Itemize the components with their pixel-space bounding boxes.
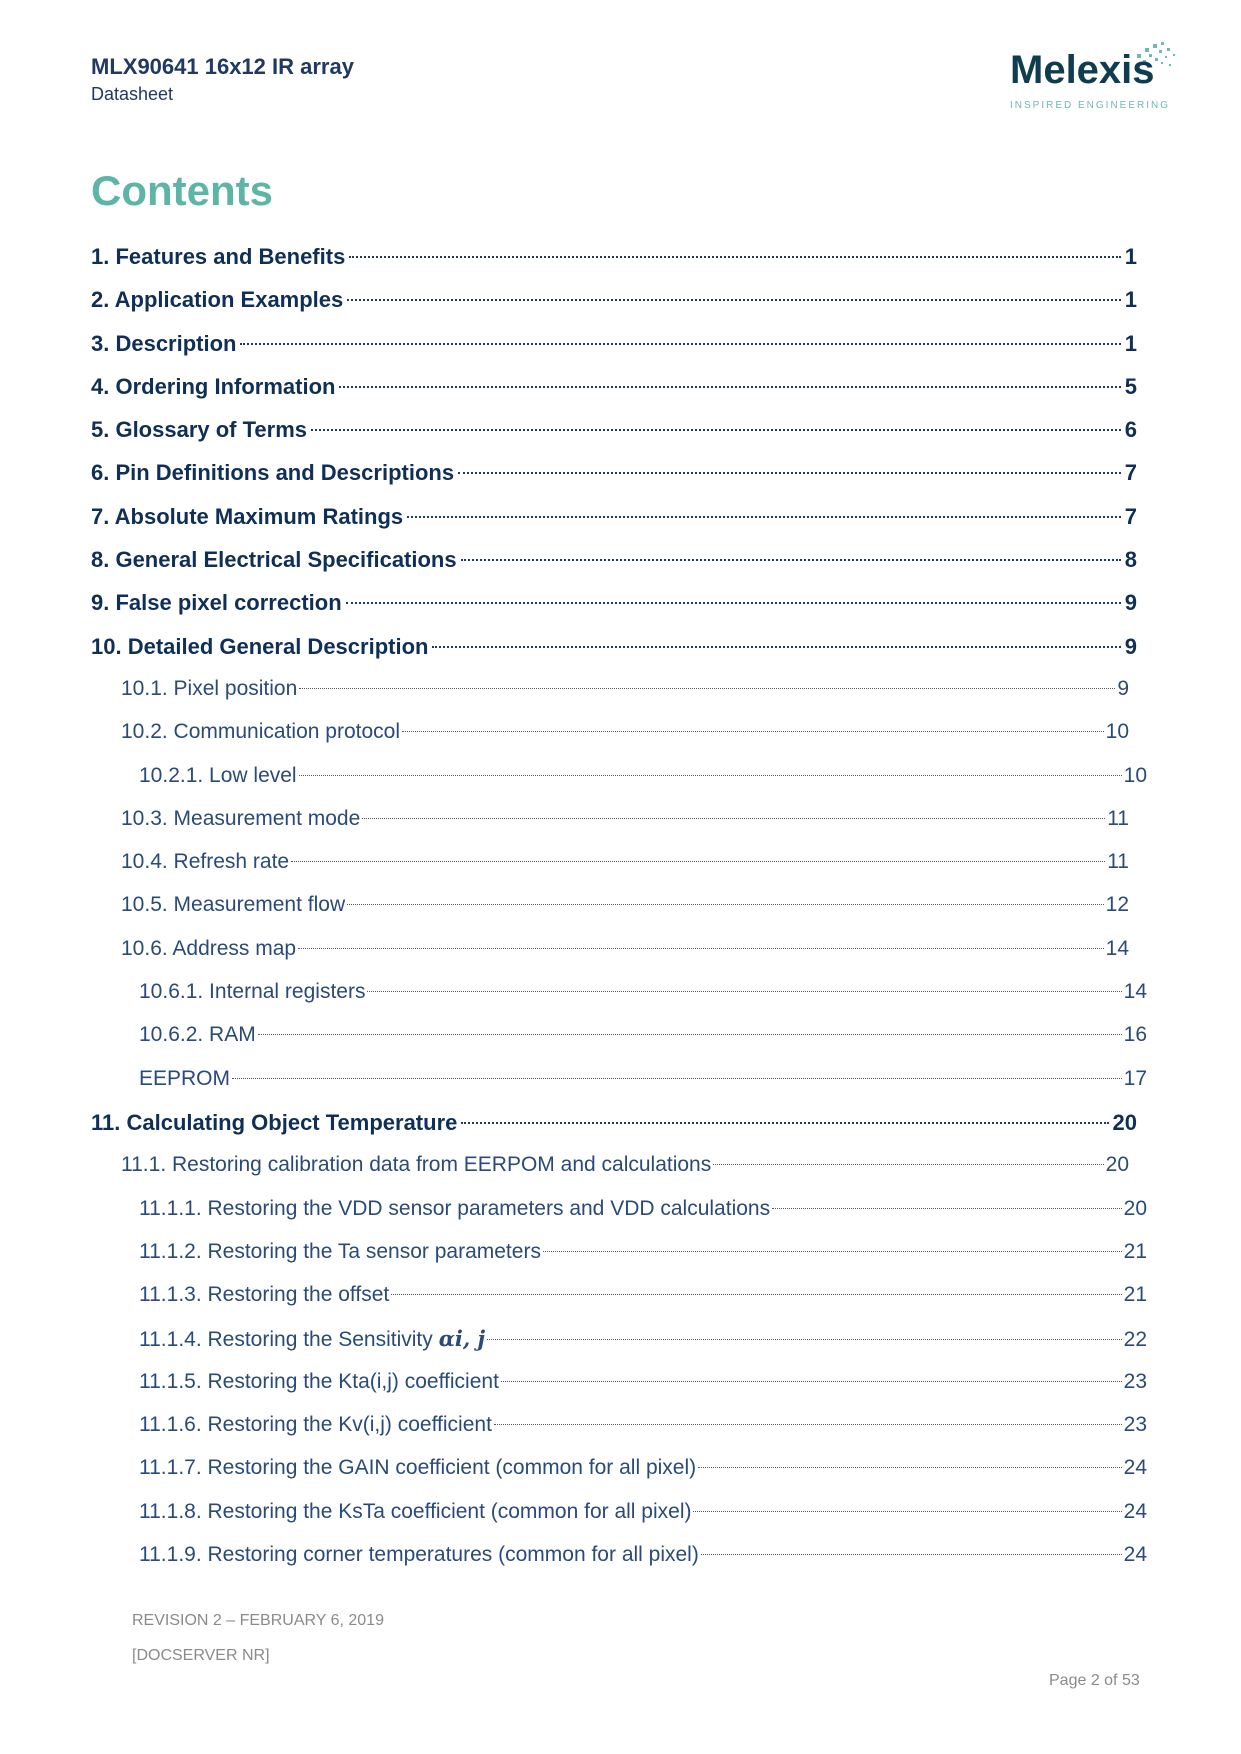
toc-entry-page: 1	[1124, 287, 1137, 313]
toc-entry[interactable]	[91, 1197, 1147, 1240]
toc-entry-label: 4. Ordering Information	[91, 373, 336, 399]
toc-entry-page: 8	[1124, 547, 1137, 573]
toc-dot-leader	[772, 1208, 1122, 1209]
toc-entry-page: 5	[1124, 373, 1137, 399]
toc-entry[interactable]	[91, 547, 1137, 590]
toc-entry[interactable]	[91, 893, 1129, 936]
toc-entry[interactable]	[91, 417, 1137, 460]
toc-entry[interactable]	[91, 1413, 1147, 1456]
toc-entry[interactable]	[91, 1153, 1129, 1196]
toc-entry[interactable]	[91, 1023, 1147, 1066]
toc-entry-page: 21	[1123, 1283, 1147, 1307]
toc-entry-label: 10.6. Address map	[121, 936, 297, 960]
contents-heading: Contents	[91, 167, 273, 214]
toc-dot-leader	[299, 688, 1115, 689]
toc-entry[interactable]	[91, 980, 1147, 1023]
toc-dot-leader	[461, 1122, 1108, 1124]
toc-entry[interactable]	[91, 807, 1129, 850]
toc-entry[interactable]	[91, 634, 1137, 677]
toc-entry[interactable]	[91, 374, 1137, 417]
toc-entry[interactable]	[91, 244, 1137, 287]
toc-dot-leader	[232, 1078, 1122, 1079]
toc-dot-leader	[258, 1034, 1122, 1035]
toc-entry-page: 24	[1123, 1499, 1147, 1523]
toc-dot-leader	[461, 559, 1121, 561]
toc-dot-leader	[298, 948, 1104, 949]
footer-page-number: Page 2 of 53	[1049, 1672, 1140, 1689]
toc-dot-leader	[349, 256, 1120, 258]
toc-entry-label: 11.1.1. Restoring the VDD sensor parameters and VDD calculations	[139, 1196, 771, 1220]
toc-dot-leader	[458, 472, 1121, 474]
toc-entry-page: 20	[1123, 1196, 1147, 1220]
toc-entry-page: 14	[1105, 936, 1129, 960]
toc-entry[interactable]	[91, 1370, 1147, 1413]
toc-entry-label: 10.1. Pixel position	[121, 676, 298, 700]
toc-entry-page: 9	[1124, 590, 1137, 616]
toc-entry-page: 11	[1107, 850, 1129, 874]
toc-entry-label: 10.6.2. RAM	[139, 1023, 256, 1047]
toc-entry-page: 9	[1117, 676, 1129, 700]
toc-entry-page: 22	[1123, 1328, 1147, 1352]
toc-entry[interactable]	[91, 1543, 1147, 1586]
toc-entry-label: 11. Calculating Object Temperature	[91, 1109, 458, 1135]
toc-entry-label: 9. False pixel correction	[91, 590, 342, 616]
toc-entry[interactable]	[91, 677, 1129, 720]
logo-tagline: INSPIRED ENGINEERING	[1010, 100, 1171, 111]
toc-entry[interactable]	[91, 1283, 1147, 1326]
toc-entry[interactable]	[91, 850, 1129, 893]
toc-entry-page: 21	[1123, 1239, 1147, 1263]
toc-entry-page: 10	[1105, 720, 1129, 744]
toc-entry-page: 14	[1123, 980, 1147, 1004]
toc-entry-page: 12	[1105, 893, 1129, 917]
toc-dot-leader	[698, 1467, 1122, 1468]
toc-entry[interactable]	[91, 1326, 1147, 1369]
table-of-contents	[91, 244, 1147, 1586]
toc-dot-leader	[346, 602, 1121, 604]
toc-entry-label: 10.2. Communication protocol	[121, 720, 400, 744]
toc-entry-label: 11.1.6. Restoring the Kv(i,j) coefficient	[139, 1413, 492, 1437]
toc-entry-label: 11.1.4. Restoring the Sensitivity	[139, 1328, 433, 1352]
toc-entry[interactable]	[91, 1067, 1147, 1110]
toc-dot-leader	[693, 1511, 1121, 1512]
footer-docserver: [DOCSERVER NR]	[132, 1647, 270, 1664]
toc-dot-leader	[347, 904, 1104, 905]
toc-dot-leader	[713, 1164, 1103, 1165]
toc-dot-leader	[501, 1381, 1122, 1382]
toc-dot-leader	[543, 1251, 1122, 1252]
toc-entry[interactable]	[91, 1240, 1147, 1283]
toc-entry-page: 10	[1123, 763, 1147, 787]
toc-dot-leader	[407, 516, 1121, 518]
toc-entry[interactable]	[91, 504, 1137, 547]
toc-entry-page: 16	[1123, 1023, 1147, 1047]
toc-entry-page: 24	[1123, 1542, 1147, 1566]
toc-dot-leader	[240, 343, 1120, 345]
toc-entry-page: 7	[1124, 503, 1137, 529]
toc-entry[interactable]	[91, 331, 1137, 374]
toc-entry-label: 10.5. Measurement flow	[121, 893, 346, 917]
toc-dot-leader	[291, 861, 1105, 862]
toc-entry-label: 3. Description	[91, 330, 237, 356]
toc-entry-page: 1	[1124, 244, 1137, 269]
toc-entry[interactable]	[91, 590, 1137, 633]
toc-entry[interactable]	[91, 1110, 1137, 1153]
toc-dot-leader	[339, 386, 1120, 388]
toc-entry-label: 11.1.8. Restoring the KsTa coefficient (common for all pixel)	[139, 1499, 692, 1523]
toc-entry-page: 20	[1112, 1109, 1137, 1135]
toc-dot-leader	[347, 299, 1120, 301]
toc-entry-label: 11.1.2. Restoring the Ta sensor parameters	[139, 1239, 541, 1263]
toc-entry[interactable]	[91, 1500, 1147, 1543]
toc-entry-label: 10.6.1. Internal registers	[139, 980, 366, 1004]
toc-dot-leader	[311, 429, 1121, 431]
toc-entry-page: 9	[1124, 633, 1137, 659]
toc-entry-label: 11.1.5. Restoring the Kta(i,j) coefficient	[139, 1369, 499, 1393]
toc-entry-label: 11.1.3. Restoring the offset	[139, 1283, 390, 1307]
toc-entry-page: 24	[1123, 1456, 1147, 1480]
toc-entry-label: 6. Pin Definitions and Descriptions	[91, 460, 455, 486]
toc-entry-label: 10. Detailed General Description	[91, 633, 429, 659]
toc-dot-leader	[362, 818, 1105, 819]
toc-dot-leader	[367, 991, 1121, 992]
toc-dot-leader	[432, 646, 1120, 648]
toc-entry[interactable]	[91, 720, 1129, 763]
toc-entry-label: EEPROM	[139, 1066, 231, 1090]
toc-entry-label: 2. Application Examples	[91, 287, 344, 313]
toc-dot-leader	[487, 1339, 1122, 1340]
toc-entry-label: 11.1.9. Restoring corner temperatures (common for all pixel)	[139, 1542, 699, 1566]
toc-entry-page: 23	[1123, 1413, 1147, 1437]
melexis-logo	[1010, 40, 1200, 115]
toc-entry[interactable]	[91, 764, 1147, 807]
toc-entry-page: 6	[1124, 417, 1137, 443]
toc-entry-label: 5. Glossary of Terms	[91, 417, 308, 443]
document-title: MLX90641 16x12 IR array	[91, 54, 354, 79]
toc-entry-label: 1. Features and Benefits	[91, 244, 346, 269]
document-subtitle: Datasheet	[91, 84, 174, 104]
toc-entry-label: 8. General Electrical Specifications	[91, 547, 457, 573]
footer-revision: REVISION 2 – FEBRUARY 6, 2019	[132, 1612, 384, 1629]
toc-entry-label: 7. Absolute Maximum Ratings	[91, 503, 404, 529]
toc-entry-label: 11.1. Restoring calibration data from EERPOM and calculations	[121, 1153, 712, 1177]
logo-wordmark: Melexis	[1010, 48, 1155, 92]
toc-dot-leader	[701, 1554, 1122, 1555]
toc-entry-math: αi, j	[438, 1326, 486, 1352]
toc-entry[interactable]	[91, 287, 1137, 330]
toc-entry-label: 10.4. Refresh rate	[121, 850, 290, 874]
toc-entry-label: 11.1.7. Restoring the GAIN coefficient (common for all pixel)	[139, 1456, 697, 1480]
toc-entry-page: 7	[1124, 460, 1137, 486]
toc-dot-leader	[299, 775, 1122, 776]
toc-entry[interactable]	[91, 1456, 1147, 1499]
toc-entry-page: 20	[1105, 1153, 1129, 1177]
toc-entry-label: 10.2.1. Low level	[139, 763, 297, 787]
toc-entry-page: 11	[1107, 806, 1129, 830]
toc-entry[interactable]	[91, 460, 1137, 503]
toc-entry[interactable]	[91, 937, 1129, 980]
toc-dot-leader	[391, 1294, 1121, 1295]
toc-entry-page: 1	[1124, 330, 1137, 356]
toc-entry-page: 23	[1123, 1369, 1147, 1393]
toc-entry-label: 10.3. Measurement mode	[121, 806, 361, 830]
toc-dot-leader	[494, 1424, 1122, 1425]
toc-entry-page: 17	[1123, 1066, 1147, 1090]
toc-dot-leader	[402, 731, 1104, 732]
